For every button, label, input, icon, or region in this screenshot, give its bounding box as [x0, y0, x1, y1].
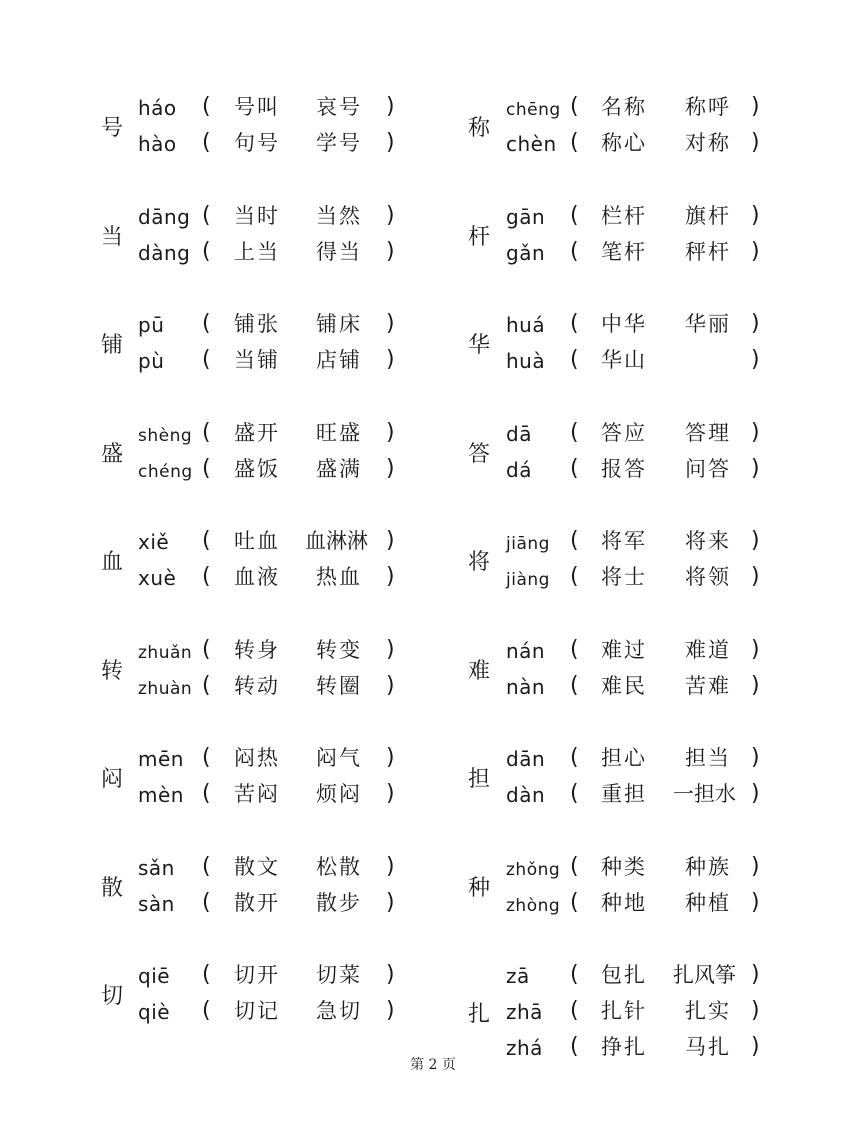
reading-row	[0, 777, 433, 813]
right-parenthesis: )	[386, 998, 395, 1023]
reading-row	[0, 958, 433, 994]
example-word: 转动	[234, 673, 280, 698]
reading-row	[433, 343, 866, 379]
right-parenthesis: )	[751, 564, 760, 589]
left-parenthesis: (	[202, 672, 211, 698]
example-word: 切开	[234, 963, 280, 987]
example-word: 对称	[685, 131, 731, 155]
left-parenthesis: (	[202, 853, 211, 879]
reading-row	[0, 886, 433, 922]
right-parenthesis: )	[751, 419, 760, 445]
right-parenthesis: )	[386, 94, 395, 119]
pinyin: jiāng	[506, 534, 550, 554]
example-word: 散开	[234, 890, 280, 915]
right-parenthesis: )	[751, 745, 760, 770]
example-word: 包扎	[601, 963, 647, 987]
pinyin: pū	[138, 313, 165, 337]
left-parenthesis: (	[202, 419, 211, 445]
right-parenthesis: )	[751, 1034, 760, 1059]
example-word: 种族	[685, 854, 731, 879]
example-word: 种地	[601, 890, 647, 915]
left-parenthesis: (	[570, 1034, 579, 1059]
example-word: 热血	[316, 565, 362, 589]
polyphone-character: 散	[101, 875, 124, 901]
example-word: 栏杆	[601, 203, 647, 228]
polyphone-character: 华	[468, 333, 491, 358]
left-parenthesis: (	[570, 564, 579, 589]
example-word: 松散	[316, 854, 362, 879]
example-word: 担当	[685, 746, 731, 770]
example-word: 旺盛	[316, 420, 362, 445]
example-word: 急切	[316, 999, 362, 1023]
right-parenthesis: )	[386, 636, 395, 662]
example-word: 答应	[601, 420, 647, 445]
left-parenthesis: (	[570, 130, 579, 155]
example-word: 中华	[601, 312, 647, 336]
left-parenthesis: (	[202, 781, 211, 806]
pinyin: pù	[138, 349, 165, 373]
right-parenthesis: )	[386, 564, 395, 589]
pinyin: zhá	[506, 1036, 543, 1060]
reading-row	[0, 524, 433, 560]
example-word: 盛满	[316, 456, 362, 481]
polyphone-character: 扎	[468, 1002, 491, 1027]
reading-row	[0, 633, 433, 669]
reading-row	[433, 126, 866, 162]
pinyin: sàn	[138, 891, 175, 916]
example-word: 华山	[601, 348, 647, 372]
reading-row	[0, 343, 433, 379]
polyphone-character: 当	[101, 224, 124, 250]
reading-row	[0, 199, 433, 235]
right-parenthesis: )	[751, 853, 760, 879]
right-parenthesis: )	[751, 889, 760, 915]
example-word: 将来	[685, 529, 731, 553]
example-word: 种植	[685, 890, 731, 915]
right-parenthesis: )	[751, 528, 760, 553]
pinyin: mēn	[138, 747, 184, 771]
example-word: 报答	[601, 456, 647, 481]
right-parenthesis: )	[751, 962, 760, 987]
right-parenthesis: )	[751, 998, 760, 1023]
left-parenthesis: (	[570, 962, 579, 987]
reading-row	[433, 886, 866, 922]
example-word: 转身	[234, 637, 280, 662]
left-parenthesis: (	[202, 238, 211, 264]
left-parenthesis: (	[570, 889, 579, 915]
polyphone-character: 切	[101, 984, 124, 1009]
example-word: 种类	[601, 854, 647, 879]
example-word: 切菜	[316, 963, 362, 987]
left-parenthesis: (	[202, 455, 211, 481]
pinyin: zā	[506, 964, 530, 988]
polyphone-character: 难	[468, 658, 491, 684]
reading-row	[433, 90, 866, 126]
right-parenthesis: )	[386, 347, 395, 372]
reading-row	[433, 560, 866, 596]
polyphone-character: 杆	[468, 224, 491, 250]
example-word: 吐血	[234, 529, 280, 553]
right-parenthesis: )	[751, 781, 760, 806]
example-word: 当时	[234, 203, 280, 228]
example-word: 扎实	[685, 999, 731, 1023]
polyphone-character: 答	[468, 441, 491, 467]
pinyin: xuè	[138, 566, 177, 590]
example-word: 切记	[234, 999, 280, 1023]
example-word: 盛饭	[234, 456, 280, 481]
reading-row	[433, 850, 866, 886]
left-parenthesis: (	[570, 636, 579, 662]
reading-row	[0, 994, 433, 1030]
example-word: 闷气	[316, 746, 362, 770]
pinyin: jiàng	[506, 570, 550, 590]
example-word: 扎风筝	[673, 963, 736, 987]
pinyin: nàn	[506, 674, 546, 699]
right-parenthesis: )	[751, 238, 760, 264]
example-word: 句号	[234, 131, 280, 155]
reading-row	[0, 235, 433, 271]
right-parenthesis: )	[386, 745, 395, 770]
reading-row	[433, 524, 866, 560]
reading-row	[433, 777, 866, 813]
polyphone-character: 闷	[101, 767, 124, 792]
pinyin: chèn	[506, 132, 557, 156]
left-parenthesis: (	[202, 962, 211, 987]
reading-row	[433, 199, 866, 235]
right-parenthesis: )	[386, 781, 395, 806]
left-parenthesis: (	[570, 998, 579, 1023]
example-word: 当铺	[234, 348, 280, 372]
left-parenthesis: (	[570, 745, 579, 770]
right-parenthesis: )	[386, 311, 395, 336]
pinyin: gǎn	[506, 240, 546, 265]
pinyin: zhuàn	[138, 678, 193, 699]
reading-row	[433, 958, 866, 994]
reading-row	[0, 90, 433, 126]
pinyin: zhuǎn	[138, 642, 193, 663]
example-word: 上当	[234, 239, 280, 264]
right-parenthesis: )	[386, 455, 395, 481]
left-parenthesis: (	[570, 238, 579, 264]
right-parenthesis: )	[751, 311, 760, 336]
right-parenthesis: )	[386, 419, 395, 445]
pinyin: dá	[506, 457, 532, 482]
left-parenthesis: (	[202, 202, 211, 228]
left-parenthesis: (	[570, 419, 579, 445]
reading-row	[0, 416, 433, 452]
pinyin: shèng	[138, 425, 193, 446]
left-parenthesis: (	[202, 528, 211, 553]
reading-row	[0, 126, 433, 162]
example-word: 铺床	[316, 312, 362, 336]
right-parenthesis: )	[751, 672, 760, 698]
left-parenthesis: (	[202, 636, 211, 662]
example-word: 笔杆	[601, 239, 647, 264]
right-parenthesis: )	[751, 455, 760, 481]
polyphone-character: 将	[468, 550, 491, 575]
polyphone-character: 转	[101, 658, 124, 684]
example-word: 将士	[601, 565, 647, 589]
left-parenthesis: (	[570, 455, 579, 481]
left-parenthesis: (	[570, 672, 579, 698]
left-parenthesis: (	[202, 564, 211, 589]
left-parenthesis: (	[570, 347, 579, 372]
reading-row	[0, 452, 433, 488]
polyphone-character: 称	[468, 116, 491, 141]
example-word: 答理	[685, 420, 731, 445]
pinyin: háo	[138, 96, 177, 120]
example-word: 难过	[601, 637, 647, 662]
pinyin: dāng	[138, 204, 191, 229]
reading-row	[0, 669, 433, 705]
page-number: 第 2 页	[410, 1057, 456, 1073]
example-word: 挣扎	[601, 1035, 647, 1059]
right-parenthesis: )	[386, 528, 395, 553]
reading-row	[433, 452, 866, 488]
example-word: 称呼	[685, 95, 731, 119]
pinyin: dān	[506, 747, 546, 771]
right-parenthesis: )	[386, 962, 395, 987]
left-parenthesis: (	[570, 202, 579, 228]
example-word: 学号	[316, 131, 362, 155]
example-word: 烦闷	[316, 782, 362, 806]
left-parenthesis: (	[202, 347, 211, 372]
left-parenthesis: (	[202, 311, 211, 336]
right-parenthesis: )	[751, 636, 760, 662]
pinyin: gān	[506, 204, 546, 229]
left-parenthesis: (	[570, 94, 579, 119]
example-word: 一担水	[673, 782, 736, 806]
reading-row	[433, 416, 866, 452]
right-parenthesis: )	[386, 202, 395, 228]
example-word: 血液	[234, 565, 280, 589]
example-word: 转变	[316, 637, 362, 662]
right-parenthesis: )	[751, 94, 760, 119]
example-word: 将军	[601, 529, 647, 553]
pinyin: dā	[506, 421, 532, 446]
reading-row	[433, 307, 866, 343]
polyphone-character: 盛	[101, 441, 124, 467]
example-word: 重担	[601, 782, 647, 806]
example-word: 旗杆	[685, 203, 731, 228]
right-parenthesis: )	[386, 130, 395, 155]
example-word: 转圈	[316, 673, 362, 698]
pinyin: huá	[506, 313, 546, 337]
pinyin: zhǒng	[506, 859, 561, 880]
right-parenthesis: )	[386, 853, 395, 879]
right-parenthesis: )	[751, 347, 760, 372]
pinyin: qiè	[138, 1000, 171, 1024]
pinyin: chéng	[138, 461, 193, 482]
pinyin: hào	[138, 132, 177, 156]
right-parenthesis: )	[386, 238, 395, 264]
example-word: 闷热	[234, 746, 280, 770]
example-word: 散步	[316, 890, 362, 915]
example-word: 血淋淋	[305, 529, 368, 553]
reading-row	[433, 741, 866, 777]
example-word: 苦难	[685, 673, 731, 698]
reading-row	[0, 850, 433, 886]
example-word: 华丽	[685, 312, 731, 336]
polyphone-character: 担	[468, 767, 491, 792]
pinyin: sǎn	[138, 855, 175, 880]
example-word: 称心	[601, 131, 647, 155]
example-word: 散文	[234, 854, 280, 879]
example-word: 得当	[316, 239, 362, 264]
right-parenthesis: )	[386, 889, 395, 915]
pinyin: zhòng	[506, 895, 561, 916]
example-word: 马扎	[685, 1035, 731, 1059]
reading-row	[433, 633, 866, 669]
right-parenthesis: )	[751, 202, 760, 228]
example-word: 铺张	[234, 312, 280, 336]
reading-row	[433, 994, 866, 1030]
example-word: 盛开	[234, 420, 280, 445]
left-parenthesis: (	[570, 311, 579, 336]
left-parenthesis: (	[202, 745, 211, 770]
reading-row	[0, 560, 433, 596]
left-parenthesis: (	[570, 853, 579, 879]
pinyin: dàng	[138, 240, 191, 265]
left-parenthesis: (	[570, 781, 579, 806]
example-word: 将领	[685, 565, 731, 589]
example-word: 难道	[685, 637, 731, 662]
pinyin: dàn	[506, 783, 546, 807]
example-word: 当然	[316, 203, 362, 228]
left-parenthesis: (	[202, 889, 211, 915]
example-word: 问答	[685, 456, 731, 481]
left-parenthesis: (	[570, 528, 579, 553]
left-parenthesis: (	[202, 94, 211, 119]
right-parenthesis: )	[751, 130, 760, 155]
example-word: 扎针	[601, 999, 647, 1023]
reading-row	[433, 235, 866, 271]
pinyin: nán	[506, 638, 546, 663]
example-word: 号叫	[234, 95, 280, 119]
polyphone-character: 铺	[101, 333, 124, 358]
polyphone-character: 号	[101, 116, 124, 141]
reading-row	[433, 669, 866, 705]
example-word: 哀号	[316, 95, 362, 119]
pinyin: huà	[506, 349, 546, 373]
pinyin: qiē	[138, 964, 171, 988]
right-parenthesis: )	[386, 672, 395, 698]
pinyin: mèn	[138, 783, 184, 807]
example-word: 苦闷	[234, 782, 280, 806]
pinyin: chēng	[506, 100, 561, 120]
example-word: 难民	[601, 673, 647, 698]
example-word: 店铺	[316, 348, 362, 372]
polyphone-character: 种	[468, 875, 491, 901]
left-parenthesis: (	[202, 998, 211, 1023]
example-word: 担心	[601, 746, 647, 770]
example-word: 秤杆	[685, 239, 731, 264]
pinyin: zhā	[506, 1000, 543, 1024]
reading-row	[0, 741, 433, 777]
left-parenthesis: (	[202, 130, 211, 155]
reading-row	[0, 307, 433, 343]
example-word: 名称	[601, 95, 647, 119]
pinyin: xiě	[138, 530, 170, 554]
polyphone-character: 血	[101, 550, 124, 575]
